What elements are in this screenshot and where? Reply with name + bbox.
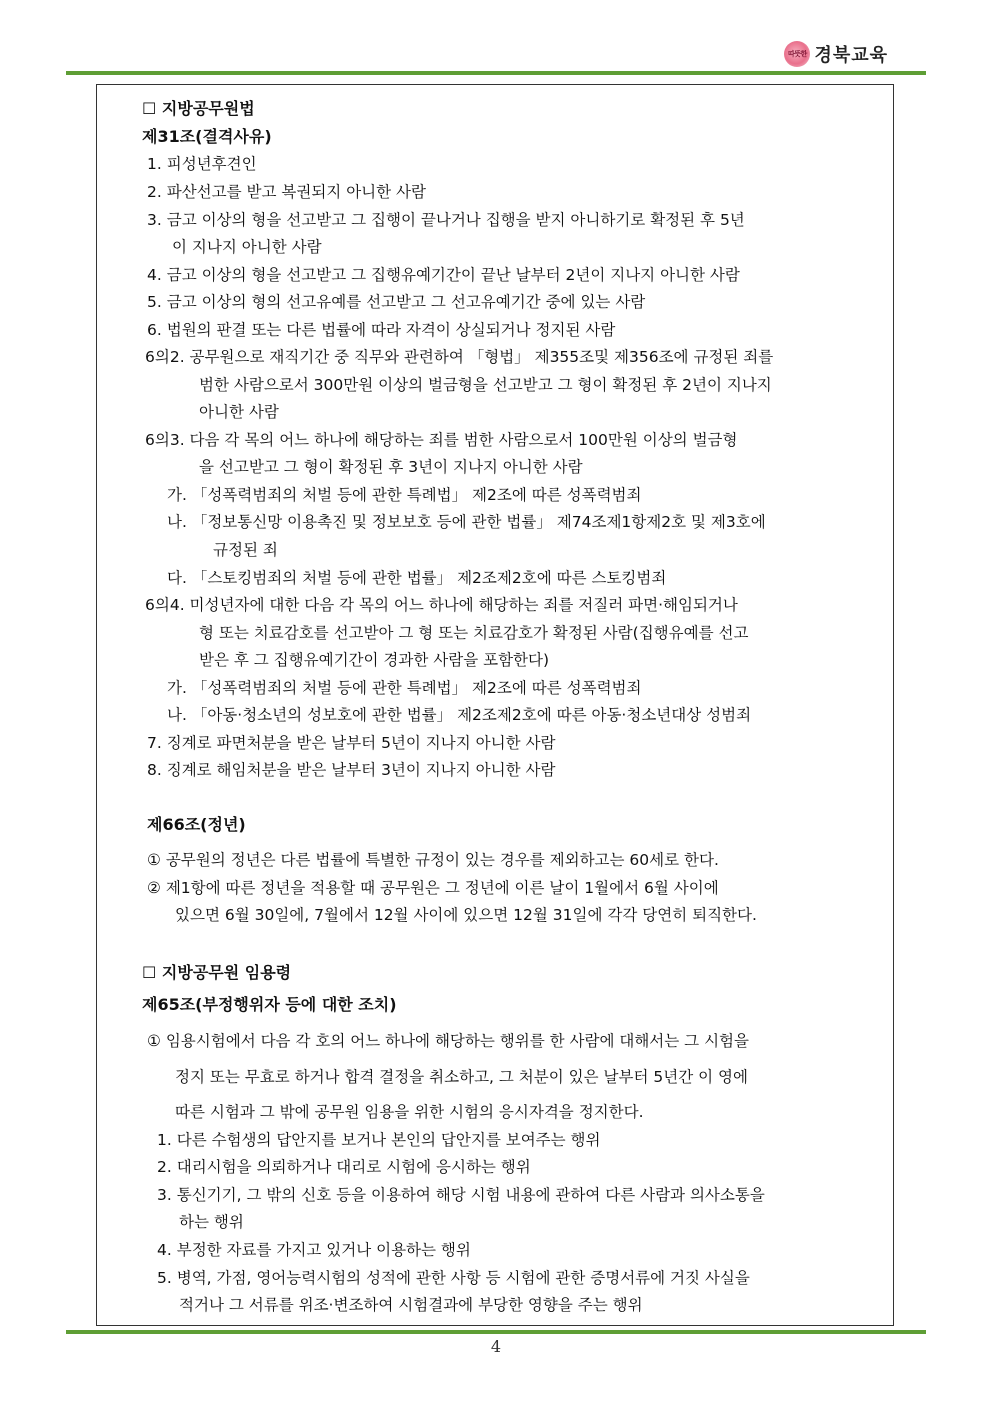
article-66-title: 제66조(정년) <box>147 815 246 834</box>
heading-local-public-officials-act: ☐ 지방공무원법 <box>142 99 255 118</box>
footer-divider <box>66 1330 926 1334</box>
art31-item-6-2-cont1: 범한 사람으로서 300만원 이상의 벌금형을 선고받고 그 형이 확정된 후 2년이 지나지 <box>199 376 772 394</box>
logo-seal-icon <box>784 41 810 67</box>
art31-item-6-4-cont1: 형 또는 치료감호를 선고받아 그 형 또는 치료감호가 확정된 사람(집행유예를 선고 <box>199 624 749 642</box>
art65-para-1-cont2: 따른 시험과 그 밖에 공무원 임용을 위한 시험의 응시자격을 정지한다. <box>175 1103 644 1121</box>
art31-item-1: 1. 피성년후견인 <box>147 155 257 173</box>
art31-item-6-2-cont2: 아니한 사람 <box>199 403 279 421</box>
art65-item-3-cont: 하는 행위 <box>179 1213 244 1231</box>
art31-item-6-4-na: 나. 「아동·청소년의 성보호에 관한 법률」 제2조제2호에 따른 아동·청소년대상 성범죄 <box>167 706 752 724</box>
logo-motto: 따뜻한 <box>788 50 807 58</box>
content-box <box>96 84 894 1326</box>
art31-item-6-4: 6의4. 미성년자에 대한 다음 각 목의 어느 하나에 해당하는 죄를 저질러 파면·해임되거나 <box>145 596 738 614</box>
art31-item-6-3-da: 다. 「스토킹범죄의 처벌 등에 관한 법률」 제2조제2호에 따른 스토킹범죄 <box>167 569 667 587</box>
art66-para-2-cont: 있으면 6월 30일에, 7월에서 12월 사이에 있으면 12월 31일에 각각 당연히 퇴직한다. <box>175 906 757 924</box>
art65-item-1: 1. 다른 수험생의 답안지를 보거나 본인의 답안지를 보여주는 행위 <box>157 1131 601 1149</box>
art65-item-3: 3. 통신기기, 그 밖의 신호 등을 이용하여 해당 시험 내용에 관하여 다른 사람과 의사소통을 <box>157 1186 765 1204</box>
art31-item-8: 8. 징계로 해임처분을 받은 날부터 3년이 지나지 아니한 사람 <box>147 761 556 779</box>
header-logo <box>784 40 888 68</box>
art31-item-5: 5. 금고 이상의 형의 선고유예를 선고받고 그 선고유예기간 중에 있는 사람 <box>147 293 646 311</box>
art66-para-2: ② 제1항에 따른 정년을 적용할 때 공무원은 그 정년에 이른 날이 1월에서 6월 사이에 <box>147 879 719 897</box>
art31-item-6-3-na: 나. 「정보통신망 이용촉진 및 정보보호 등에 관한 법률」 제74조제1항제2호 및 제3호에 <box>167 513 766 531</box>
art66-para-1: ① 공무원의 정년은 다른 법률에 특별한 규정이 있는 경우를 제외하고는 60세로 한다. <box>147 851 719 869</box>
art31-item-6-3-ga: 가. 「성폭력범죄의 처벌 등에 관한 특례법」 제2조에 따른 성폭력범죄 <box>167 486 642 504</box>
art65-para-1-cont1: 정지 또는 무효로 하거나 합격 결정을 취소하고, 그 처분이 있은 날부터 5년간 이 영에 <box>175 1068 748 1086</box>
art31-item-3-cont: 이 지나지 아니한 사람 <box>172 238 322 256</box>
art31-item-6-2: 6의2. 공무원으로 재직기간 중 직무와 관련하여 「형법」 제355조및 제356조에 규정된 죄를 <box>145 348 774 366</box>
art65-item-4: 4. 부정한 자료를 가지고 있거나 이용하는 행위 <box>157 1241 471 1259</box>
header-divider <box>66 71 926 75</box>
page-number: 4 <box>490 1337 502 1356</box>
art31-item-6-4-ga: 가. 「성폭력범죄의 처벌 등에 관한 특례법」 제2조에 따른 성폭력범죄 <box>167 679 642 697</box>
article-65-title: 제65조(부정행위자 등에 대한 조치) <box>142 995 397 1014</box>
art31-item-6-3-na-cont: 규정된 죄 <box>213 541 278 559</box>
article-31-title: 제31조(결격사유) <box>142 127 272 146</box>
art31-item-6-4-cont2: 받은 후 그 집행유예기간이 경과한 사람을 포함한다) <box>199 651 550 669</box>
art31-item-4: 4. 금고 이상의 형을 선고받고 그 집행유예기간이 끝난 날부터 2년이 지나지 아니한 사람 <box>147 266 740 284</box>
art31-item-2: 2. 파산선고를 받고 복권되지 아니한 사람 <box>147 183 426 201</box>
art31-item-6-3-cont: 을 선고받고 그 형이 확정된 후 3년이 지나지 아니한 사람 <box>199 458 583 476</box>
logo-text: 경북교육 <box>814 45 888 66</box>
heading-appointment-decree: ☐ 지방공무원 임용령 <box>142 963 292 982</box>
art65-para-1: ① 임용시험에서 다음 각 호의 어느 하나에 해당하는 행위를 한 사람에 대해서는 그 시험을 <box>147 1032 750 1050</box>
art31-item-7: 7. 징계로 파면처분을 받은 날부터 5년이 지나지 아니한 사람 <box>147 734 556 752</box>
art31-item-6-3: 6의3. 다음 각 목의 어느 하나에 해당하는 죄를 범한 사람으로서 100만원 이상의 벌금형 <box>145 431 738 449</box>
art31-item-3: 3. 금고 이상의 형을 선고받고 그 집행이 끝나거나 집행을 받지 아니하기로 확정된 후 5년 <box>147 211 745 229</box>
art65-item-5-cont: 적거나 그 서류를 위조·변조하여 시험결과에 부당한 영향을 주는 행위 <box>179 1296 643 1314</box>
art65-item-2: 2. 대리시험을 의뢰하거나 대리로 시험에 응시하는 행위 <box>157 1158 531 1176</box>
art65-item-5: 5. 병역, 가점, 영어능력시험의 성적에 관한 사항 등 시험에 관한 증명서류에 거짓 사실을 <box>157 1269 750 1287</box>
art31-item-6: 6. 법원의 판결 또는 다른 법률에 따라 자격이 상실되거나 정지된 사람 <box>147 321 616 339</box>
